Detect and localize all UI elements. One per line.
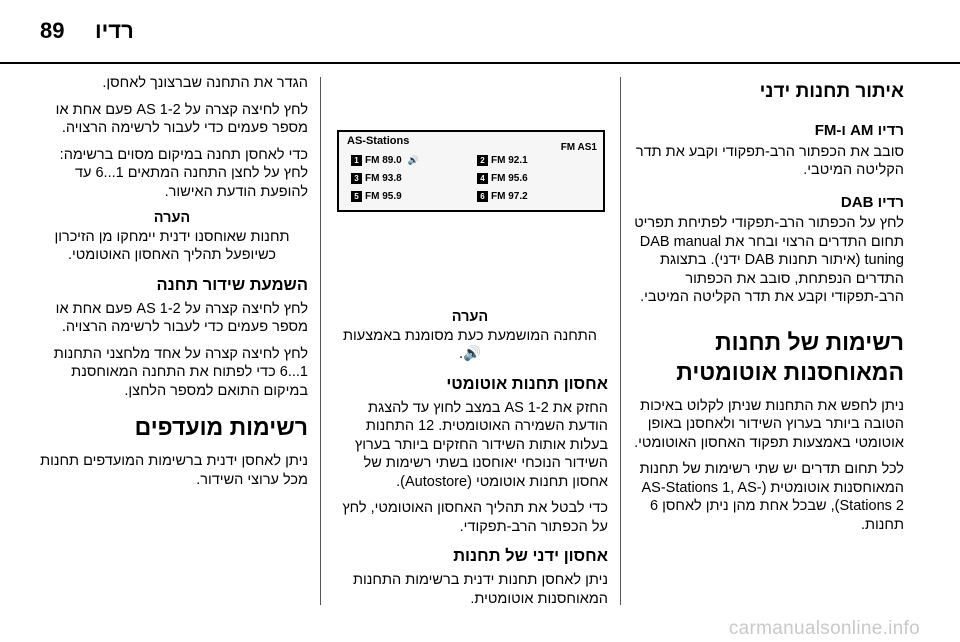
note-heading: הערה: [451, 309, 489, 325]
watermark: carmanualsonline.info: [728, 618, 920, 639]
station-label: FM 95.6: [491, 173, 528, 184]
section-title-manual-tuning: איתור תחנות ידני: [759, 81, 904, 102]
favourites-text: ניתן לאחסן ידנית ברשימות המועדפים תחנות מכל ערוצי השידור.: [40, 453, 308, 488]
am-fm-text: סובב את הכפתור הרב-תפקודי וקבע את תדר הקליטה המיטבי.: [635, 143, 904, 178]
auto-lists-text1: ניתן לחפש את התחנות שניתן לקלוט באיכות הטובה ביותר בערוץ השידור ולאחסנן באופן אוטומטי באמצעות תפקוד האחסון האוטומטי.: [634, 397, 904, 451]
auto-store-heading: אחסון תחנות אוטומטי: [446, 374, 608, 393]
screen-title: AS-Stations: [347, 135, 410, 147]
manual-store-heading: אחסון ידני של תחנות: [453, 547, 608, 565]
station-slot-4: [477, 172, 528, 185]
favourites-heading: רשימות מועדפים: [134, 414, 308, 440]
station-slot-6: [477, 190, 528, 203]
left-text2: לחץ לחיצה קצרה על AS 1-2 פעם אחת או מספר פעמים כדי לעבור לרשימה הרצויה.: [55, 101, 308, 136]
recall-heading: השמעת שידור תחנה: [156, 275, 308, 294]
auto-lists-text2: לכל תחום תדרים יש שתי רשימות של תחנות המאוחסנות אוטומטית (AS-Stations 1, AS-Stations 2), שבכל אחת מהן ניתן לאחסן 6 תחנות.: [639, 461, 904, 533]
station-label: FM 89.0: [365, 155, 402, 166]
station-label: FM 93.8: [365, 173, 402, 184]
middle-column: [332, 302, 608, 616]
station-number: 4: [477, 173, 488, 184]
column-divider-left: [320, 77, 321, 605]
station-slot-5: [351, 190, 402, 203]
manual-store-text: ניתן לאחסן תחנות ידנית ברשימות התחנות המאוחסנות אוטומטית.: [353, 572, 608, 607]
station-number: 6: [477, 191, 488, 202]
auto-lists-heading: רשימות של תחנות המאוחסנות אוטומטית: [676, 328, 904, 385]
dab-text: לחץ על הכפתור הרב-תפקודי לפתיחת תפריט תחום התדרים הרצוי ובחר את DAB manual tuning (איתור תחנות DAB ידני). בתצוגת התדרים הנפתחת, סובב את הכפתור הרב-תפקודי וקבע את תדר הקליטה המיטבי.: [634, 215, 904, 305]
note-text: התחנה המושמעת כעת מסומנת באמצעות 🔊.: [343, 327, 597, 362]
station-number: 2: [477, 155, 488, 166]
auto-store-text1: החזק את AS 1-2 במצב לחוץ עד להצגת הודעת השמירה האוטומטית. 12 התחנות בעלות אותות השידור החזקים ביותר בערוץ השידור הנוכחי יאוחסנו בשתי רשימות של אחסון תחנות אוטומטי (Autostore).: [354, 399, 608, 490]
station-label: FM 92.1: [491, 155, 528, 166]
note-text: תחנות שאוחסנו ידנית יימחקו מן הזיכרון כשיופעל תהליך האחסון האוטומטי.: [54, 228, 290, 263]
station-slot-1: [351, 154, 419, 167]
column-divider-right: [620, 77, 621, 605]
left-column: [36, 74, 308, 497]
am-fm-heading: רדיו AM ו-FM: [814, 122, 904, 139]
station-label: FM 97.2: [491, 191, 528, 202]
note-heading: הערה: [153, 210, 191, 226]
recall-text2: לחץ לחיצה קצרה על אחד מלחצני התחנות 1...6 כדי לפתוח את התחנה המאוחסנת במיקום התואם למספר הלחצן.: [53, 345, 308, 399]
auto-store-text2: כדי לבטל את תהליך האחסון האוטומטי, לחץ על הכפתור הרב-תפקודי.: [342, 500, 608, 535]
dab-heading: רדיו DAB: [840, 193, 904, 211]
station-slot-3: [351, 172, 402, 185]
station-number: 5: [351, 191, 362, 202]
page-number: 89: [40, 18, 65, 43]
chapter-title: רדיו: [95, 18, 134, 43]
station-number: 1: [351, 155, 362, 166]
as-stations-screen: [337, 130, 605, 212]
screen-band-label: FM AS1: [560, 142, 597, 153]
page-header: [0, 0, 960, 64]
station-label: FM 95.9: [365, 191, 402, 202]
right-column: [632, 80, 904, 542]
station-slot-2: [477, 154, 528, 167]
recall-text1: לחץ לחיצה קצרה על AS 1-2 פעם אחת או מספר פעמים כדי לעבור לרשימה הרצויה.: [55, 300, 308, 335]
left-text3: כדי לאחסן תחנה במיקום מסוים ברשימה: לחץ על לחצן התחנה המתאים 1...6 עד להופעת הודעת האישור.: [59, 146, 308, 200]
speaker-icon: 🔊: [407, 155, 419, 165]
left-text1: הגדר את התחנה שברצונך לאחסן.: [102, 75, 308, 91]
station-number: 3: [351, 173, 362, 184]
